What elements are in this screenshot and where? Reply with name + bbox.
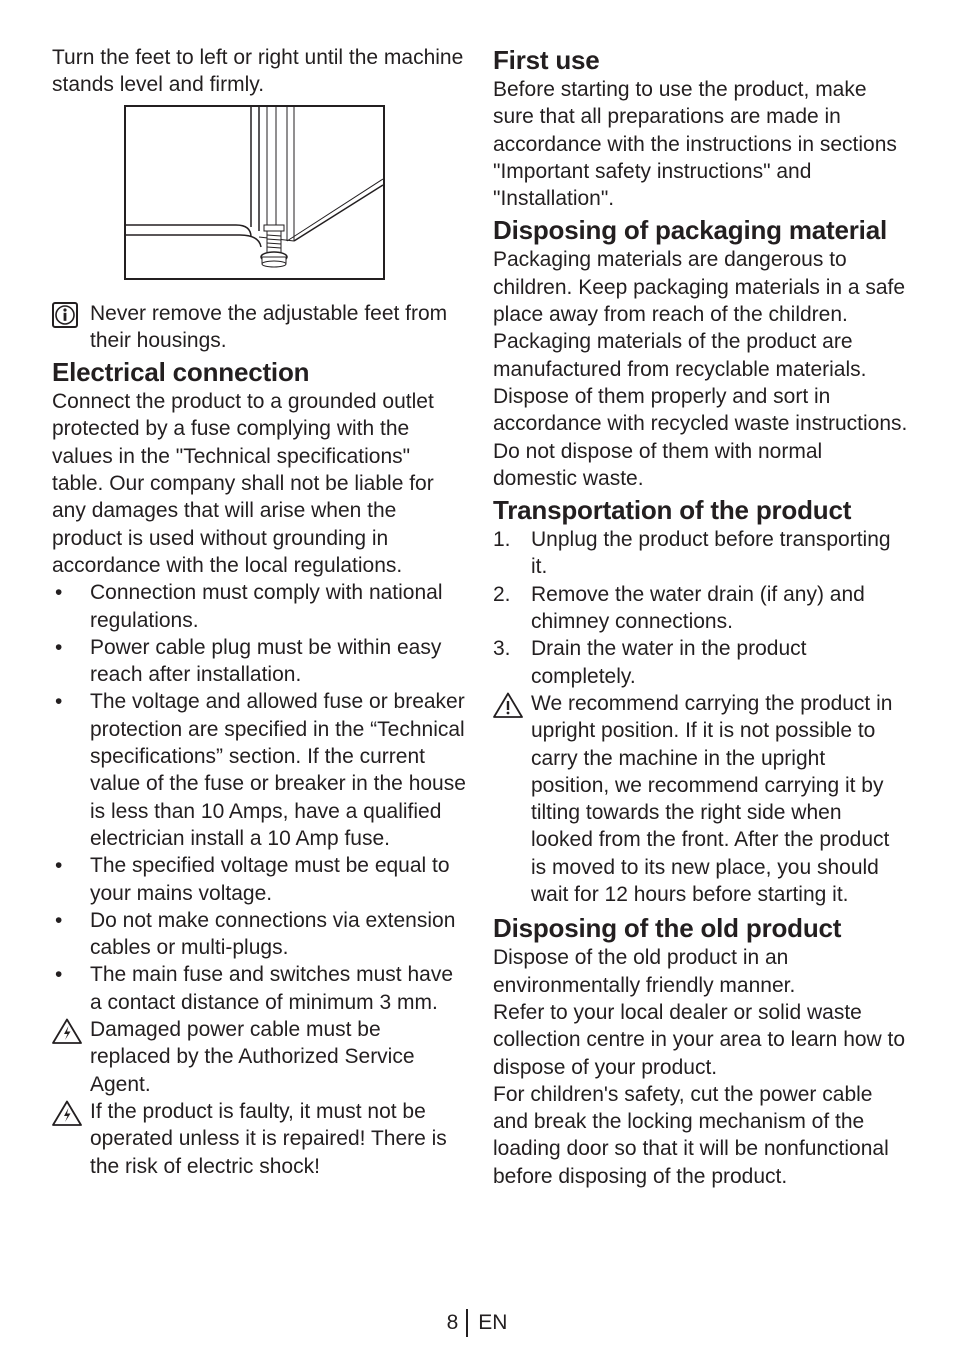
electric-warning-icon <box>52 1018 82 1044</box>
electric-warning-icon <box>52 1100 82 1126</box>
list-item: 2. Remove the water drain (if any) and chimney connections. <box>493 582 865 634</box>
list-item: 3. Drain the water in the product completely. <box>493 637 807 688</box>
packaging-body-1: Packaging materials are dangerous to children. Keep packaging materials in a safe place away from reach of the children. <box>493 248 906 327</box>
feet-note <box>52 300 467 355</box>
transportation-steps <box>493 526 908 690</box>
old-product-heading: Disposing of the old product <box>493 913 842 944</box>
list-item: • Do not make connections via extension cables or multi-plugs. <box>55 908 456 960</box>
faulty-product-warning <box>52 1098 467 1180</box>
cable-warning <box>52 1016 467 1098</box>
right-column <box>493 44 908 1190</box>
packaging-body-2: Packaging materials of the product are manufactured from recyclable materials. Dispose of them properly and sort in accordance with recycled waste instructions. Do not dispose of them with normal domestic waste. <box>493 330 908 490</box>
list-item: • The voltage and allowed fuse or breaker protection are specified in the “Technical specifications” section. If the current value of the fuse or breaker in the house is less than 10 Amps, have a qualified electrician install a 10 Amp fuse. <box>55 690 466 850</box>
old-product-body-3: For children's safety, cut the power cable and break the locking mechanism of the loading door so that it will be nonfunctional before disposing of the product. <box>493 1082 889 1188</box>
feet-note-text: Never remove the adjustable feet from their housings. <box>90 301 448 352</box>
electrical-connection-body: Connect the product to a grounded outlet protected by a fuse complying with the values in the "Technical specifications" table. Our company shall not be liable for any damages that will arise when the product is used without grounding in accordance with the local regulations. <box>52 390 434 577</box>
first-use-heading: First use <box>493 45 600 75</box>
old-product-body-2: Refer to your local dealer or solid waste collection centre in your area to learn how to dispose of your product. <box>493 1000 906 1079</box>
list-item: • Connection must comply with national regulations. <box>55 581 443 632</box>
language-code: EN <box>478 1311 508 1334</box>
packaging-heading: Disposing of packaging material <box>493 215 887 246</box>
info-icon <box>52 302 82 328</box>
warning-icon <box>493 692 523 718</box>
page-footer <box>0 1308 954 1338</box>
list-item: • Power cable plug must be within easy reach after installation. <box>55 635 442 687</box>
transportation-heading: Transportation of the product <box>493 495 852 526</box>
appliance-foot-drawing <box>126 107 383 278</box>
faulty-product-warning-text: If the product is faulty, it must not be operated unless it is repaired! There is the risk of electric shock! <box>90 1099 447 1178</box>
cable-warning-text: Damaged power cable must be replaced by the Authorized Service Agent. <box>90 1018 415 1096</box>
transport-warning <box>493 690 908 908</box>
leveling-instruction: Turn the feet to left or right until the machine stands level and firmly. <box>52 46 464 97</box>
left-column <box>52 44 467 1180</box>
transport-warning-text: We recommend carrying the product in upright position. If it is not possible to carry the machine in the upright position, we recommend carrying it by tilting towards the right side when looked from the front. After the product is moved to its new place, you should wait for 12 hours before starting it. <box>531 691 893 907</box>
first-use-body: Before starting to use the product, make sure that all preparations are made in accordance with the instructions in sections "Important safety instructions" and "Installation". <box>493 78 897 211</box>
list-item: • The main fuse and switches must have a contact distance of minimum 3 mm. <box>55 963 454 1014</box>
electrical-requirements-list <box>52 579 467 1016</box>
list-item: 1. Unplug the product before transporting it. <box>493 528 891 579</box>
list-item: • The specified voltage must be equal to your mains voltage. <box>55 854 450 905</box>
adjustable-foot-illustration <box>124 105 385 280</box>
electrical-connection-heading: Electrical connection <box>52 357 310 388</box>
page-number: 8 <box>446 1311 459 1334</box>
old-product-body-1: Dispose of the old product in an environmentally friendly manner. <box>493 946 796 997</box>
